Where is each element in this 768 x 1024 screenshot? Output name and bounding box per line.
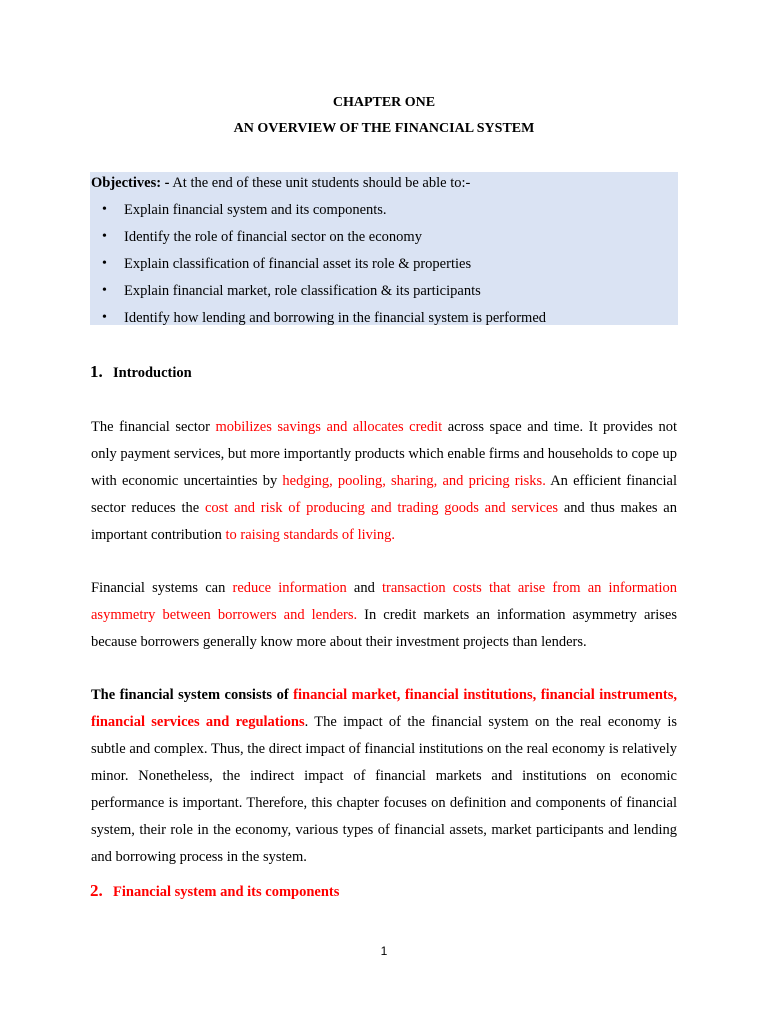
text-run: The financial sector — [91, 419, 216, 435]
emphasis-text: to raising standards of living. — [225, 527, 396, 543]
bullet-icon: • — [102, 310, 107, 325]
bullet-icon: • — [102, 229, 107, 244]
text-run: across space and time. It provides not only payment services, but more importantly products which enable firms and households to cope up with economic uncertainties by — [91, 419, 678, 489]
objective-item: Explain financial market, role classification & its participants — [124, 283, 481, 299]
objectives-label: Objectives: - — [91, 175, 170, 191]
introduction-paragraph-3 — [91, 682, 677, 871]
emphasis-text: transaction costs that arise from an information asymmetry between borrowers and lenders. — [91, 580, 678, 623]
text-run: In credit markets an information asymmetry arises because borrowers generally know more about their investment projects than lenders. — [91, 607, 677, 650]
chapter-title: AN OVERVIEW OF THE FINANCIAL SYSTEM — [233, 121, 535, 136]
chapter-label: CHAPTER ONE — [332, 95, 436, 110]
emphasis-text: mobilizes savings and allocates credit — [215, 419, 443, 435]
emphasis-text: cost and risk of producing and trading goods and services — [204, 500, 559, 516]
emphasis-text: reduce information — [232, 580, 347, 596]
introduction-paragraph-2 — [91, 575, 677, 656]
bullet-icon: • — [102, 283, 107, 298]
text-run: . The impact of the financial system on the real economy is subtle and complex. Thus, the direct impact of financial institutions on the real economy is relatively minor. Nonetheless, the indirect impact of financial markets and institutions on economic performance is important. Therefore, this chapter focuses on definition and components of financial system, their role in the economy, various types of financial assets, market participants and lending and borrowing process in the system. — [91, 714, 677, 865]
section-2-number: 2. — [90, 881, 103, 900]
bullet-icon: • — [102, 202, 107, 217]
objectives-header — [91, 174, 470, 192]
section-1-number: 1. — [90, 362, 103, 381]
emphasis-text: hedging, pooling, sharing, and pricing risks. — [282, 473, 546, 489]
section-2-title: Financial system and its components — [113, 884, 340, 900]
text-run: Financial systems can — [91, 580, 233, 596]
introduction-paragraph-1 — [91, 414, 677, 549]
objectives-intro: At the end of these unit students should be able to:- — [169, 175, 471, 191]
text-run: An efficient financial sector reduces the — [91, 473, 678, 516]
text-run: and — [346, 580, 383, 596]
bold-text: The financial system consists of — [91, 687, 294, 703]
objective-item: Explain classification of financial asset its role & properties — [124, 256, 472, 272]
emphasis-text: financial market, financial institutions, financial instruments, financial services and regulations — [91, 687, 677, 730]
objectives-box — [90, 172, 678, 325]
section-1-title: Introduction — [113, 365, 192, 381]
objective-item: Identify the role of financial sector on the economy — [124, 229, 422, 245]
bullet-icon: • — [102, 256, 107, 271]
text-run: and thus makes an important contribution — [91, 500, 677, 543]
page-number: 1 — [380, 944, 388, 958]
objective-item: Identify how lending and borrowing in the financial system is performed — [124, 310, 547, 326]
objective-item: Explain financial system and its components. — [124, 202, 387, 218]
